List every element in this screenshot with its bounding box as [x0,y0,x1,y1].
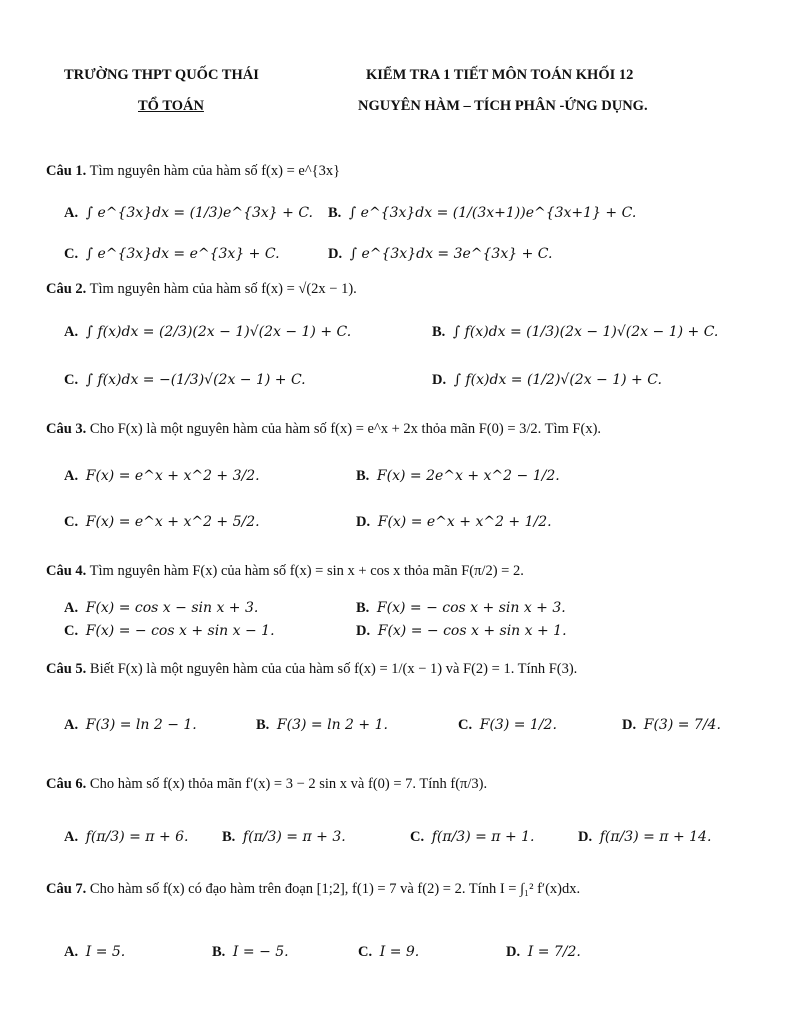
question-label: Câu 7. [46,881,87,897]
question-label: Câu 1. [46,163,87,179]
option-text: ∫ f(x)dx = (2/3)(2x − 1)√(2x − 1) + C. [85,324,352,340]
option-6a[interactable] [64,829,189,846]
exam-title: KIỂM TRA 1 TIẾT MÔN TOÁN KHỐI 12 [366,67,634,83]
question-4 [46,563,524,580]
option-7b[interactable] [212,944,289,961]
option-label: C. [64,372,79,388]
option-label: D. [578,829,593,845]
option-label: D. [506,944,521,960]
option-label: A. [64,324,79,340]
option-5a[interactable] [64,717,197,734]
option-text: F(x) = e^x + x^2 + 5/2. [85,514,260,530]
option-7a[interactable] [64,944,125,961]
option-3a[interactable] [64,468,260,485]
option-label: B. [356,600,370,616]
option-label: D. [356,623,371,639]
question-text: Cho F(x) là một nguyên hàm của hàm số f(x) = e^x + 2x thỏa mãn F(0) = 3/2. Tìm F(x). [89,421,602,437]
option-6b[interactable] [222,829,346,846]
question-label: Câu 4. [46,563,87,579]
option-1d[interactable] [328,246,552,263]
question-6 [46,776,487,793]
question-text: Tìm nguyên hàm của hàm số f(x) = e^{3x} [89,163,341,179]
option-7d[interactable] [506,944,581,961]
option-text: F(x) = cos x − sin x + 3. [85,600,259,616]
option-6d[interactable] [578,829,711,846]
question-3 [46,421,601,438]
option-label: C. [64,246,79,262]
option-text: I = 9. [379,944,420,960]
option-label: C. [410,829,425,845]
option-text: F(3) = 1/2. [479,717,557,733]
question-label: Câu 2. [46,281,87,297]
option-label: C. [64,623,79,639]
option-text: F(3) = ln 2 + 1. [276,717,388,733]
option-text: ∫ f(x)dx = (1/2)√(2x − 1) + C. [453,372,662,388]
department-name: TỔ TOÁN [138,98,204,114]
question-label: Câu 3. [46,421,87,437]
option-4c[interactable] [64,623,275,640]
option-2c[interactable] [64,372,306,389]
option-label: C. [458,717,473,733]
option-2a[interactable] [64,324,351,341]
question-text: Cho hàm số f(x) thỏa mãn f′(x) = 3 − 2 sin x và f(0) = 7. Tính f(π/3). [89,776,488,792]
option-label: C. [358,944,373,960]
option-text: F(x) = − cos x + sin x − 1. [85,623,275,639]
option-2b[interactable] [432,324,718,341]
option-text: ∫ e^{3x}dx = (1/(3x+1))e^{3x+1} + C. [348,205,637,221]
question-label: Câu 5. [46,661,87,677]
option-label: D. [328,246,343,262]
option-text: f(π/3) = π + 1. [431,829,535,845]
option-text: F(x) = e^x + x^2 + 1/2. [377,514,552,530]
option-text: F(3) = 7/4. [643,717,721,733]
option-label: D. [356,514,371,530]
option-label: B. [256,717,270,733]
option-text: f(π/3) = π + 6. [85,829,189,845]
option-3c[interactable] [64,514,260,531]
option-5c[interactable] [458,717,557,734]
option-text: ∫ e^{3x}dx = e^{3x} + C. [85,246,280,262]
question-text: Biết F(x) là một nguyên hàm của của hàm số f(x) = 1/(x − 1) và F(2) = 1. Tính F(3). [89,661,578,677]
option-7c[interactable] [358,944,419,961]
option-label: B. [432,324,446,340]
option-label: A. [64,829,79,845]
option-6c[interactable] [410,829,535,846]
question-5 [46,661,577,678]
school-name: TRƯỜNG THPT QUỐC THÁI [64,67,259,83]
question-text: Tìm nguyên hàm F(x) của hàm số f(x) = sin x + cos x thỏa mãn F(π/2) = 2. [89,563,524,579]
option-label: A. [64,600,79,616]
question-text: Cho hàm số f(x) có đạo hàm trên đoạn [1;2], f(1) = 7 và f(2) = 2. Tính I = ∫₁² f′(x)dx. [89,881,581,897]
option-5d[interactable] [622,717,721,734]
option-label: B. [328,205,342,221]
option-text: F(x) = 2e^x + x^2 − 1/2. [376,468,560,484]
option-label: D. [432,372,447,388]
option-3d[interactable] [356,514,552,531]
option-label: A. [64,205,79,221]
option-label: B. [222,829,236,845]
question-2 [46,281,357,298]
option-text: F(x) = − cos x + sin x + 1. [377,623,567,639]
option-text: F(3) = ln 2 − 1. [85,717,197,733]
question-label: Câu 6. [46,776,87,792]
option-label: A. [64,468,79,484]
option-text: ∫ f(x)dx = (1/3)(2x − 1)√(2x − 1) + C. [452,324,719,340]
option-2d[interactable] [432,372,662,389]
option-4d[interactable] [356,623,567,640]
option-label: D. [622,717,637,733]
option-1a[interactable] [64,205,313,222]
option-1b[interactable] [328,205,636,222]
option-1c[interactable] [64,246,280,263]
option-text: ∫ e^{3x}dx = 3e^{3x} + C. [349,246,553,262]
question-1 [46,163,340,180]
question-text: Tìm nguyên hàm của hàm số f(x) = √(2x − 1). [89,281,357,297]
option-label: B. [212,944,226,960]
option-text: f(π/3) = π + 14. [599,829,712,845]
option-text: F(x) = − cos x + sin x + 3. [376,600,566,616]
option-text: ∫ f(x)dx = −(1/3)√(2x − 1) + C. [85,372,306,388]
option-text: I = 7/2. [527,944,581,960]
option-3b[interactable] [356,468,560,485]
option-text: F(x) = e^x + x^2 + 3/2. [85,468,260,484]
option-label: B. [356,468,370,484]
option-text: I = 5. [85,944,126,960]
option-label: A. [64,944,79,960]
option-text: I = − 5. [232,944,289,960]
option-label: C. [64,514,79,530]
option-4a[interactable] [64,600,258,617]
option-label: A. [64,717,79,733]
option-text: ∫ e^{3x}dx = (1/3)e^{3x} + C. [85,205,313,221]
question-7 [46,881,580,898]
exam-topic: NGUYÊN HÀM – TÍCH PHÂN -ỨNG DỤNG. [358,98,648,114]
option-4b[interactable] [356,600,566,617]
option-text: f(π/3) = π + 3. [242,829,346,845]
option-5b[interactable] [256,717,388,734]
